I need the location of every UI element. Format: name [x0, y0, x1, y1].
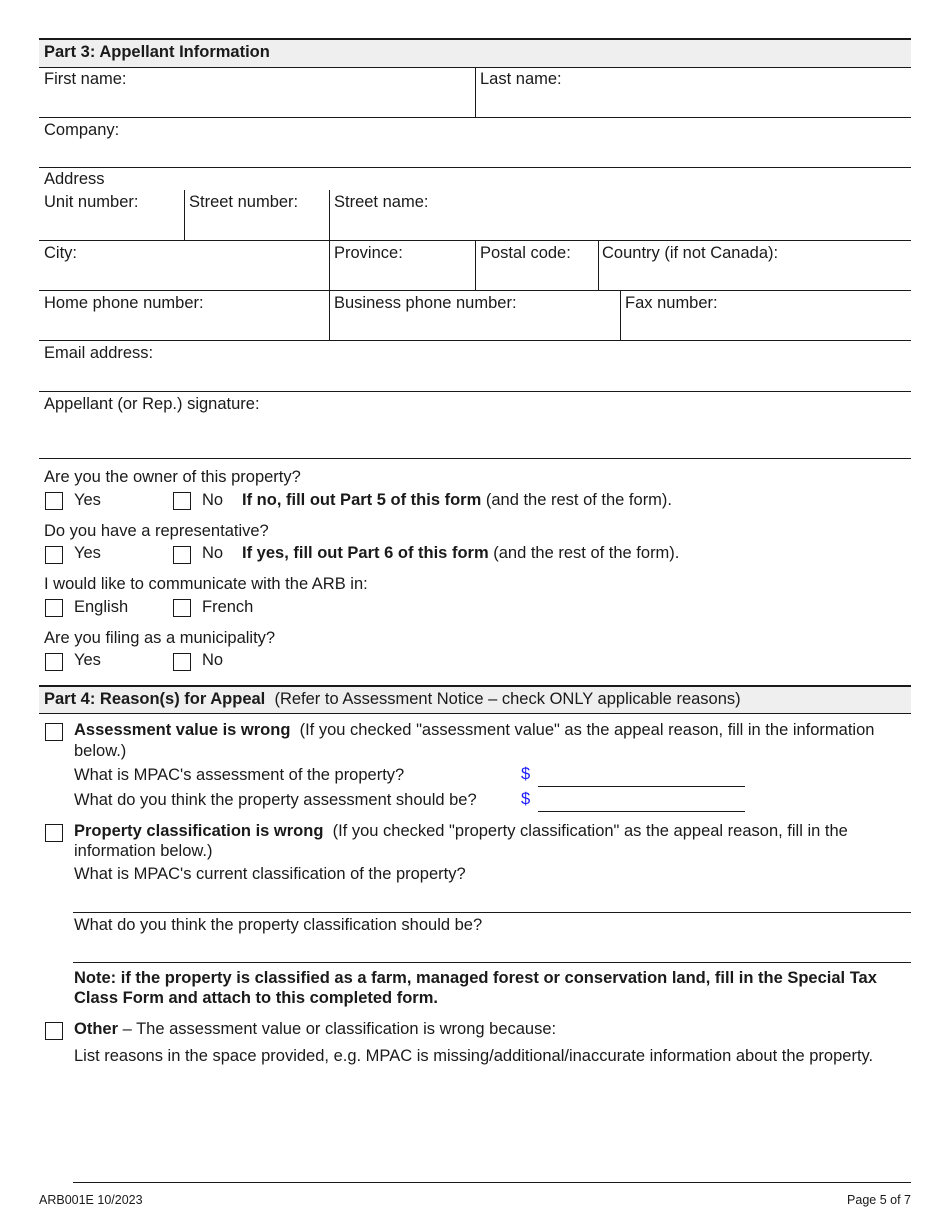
address-label: Address: [44, 170, 105, 188]
assessment-bold: Assessment value is wrong: [74, 721, 291, 739]
street-number-field[interactable]: [185, 190, 329, 240]
representative-no-label: No: [202, 544, 224, 562]
should-be-assessment-input[interactable]: [538, 791, 745, 812]
municipality-no-label: No: [202, 651, 224, 669]
part4-title: Part 4: Reason(s) for Appeal: [44, 690, 266, 708]
owner-note-rest: (and the rest of the form).: [485, 491, 673, 509]
representative-note: [242, 543, 679, 563]
should-be-assessment-question: What do you think the property assessment should be?: [74, 791, 477, 809]
french-checkbox[interactable]: [173, 599, 191, 617]
signature-field[interactable]: [40, 392, 911, 458]
owner-yes-checkbox[interactable]: [45, 492, 63, 510]
company-label: Company:: [44, 121, 120, 139]
classification-line2: information below.): [74, 842, 213, 860]
representative-note-rest: (and the rest of the form).: [493, 544, 680, 562]
other-reason-checkbox[interactable]: [45, 1022, 63, 1040]
fax-label: Fax number:: [625, 294, 718, 312]
assessment-line1: [74, 720, 874, 740]
assessment-line2: below.): [74, 742, 127, 760]
representative-question: Do you have a representative?: [44, 522, 269, 540]
country-label: Country (if not Canada):: [602, 244, 779, 262]
owner-question: Are you the owner of this property?: [44, 468, 301, 486]
classification-wrong-checkbox[interactable]: [45, 824, 63, 842]
other-instruction: List reasons in the space provided, e.g. MPAC is missing/additional/inaccurate information about the property.: [74, 1047, 874, 1065]
english-checkbox[interactable]: [45, 599, 63, 617]
representative-no-checkbox[interactable]: [173, 546, 191, 564]
representative-yes-label: Yes: [74, 544, 101, 562]
home-phone-field[interactable]: [40, 291, 329, 340]
company-field[interactable]: [40, 118, 911, 167]
divider: [39, 167, 911, 168]
first-name-field[interactable]: [40, 68, 475, 117]
country-field[interactable]: [599, 241, 911, 290]
other-rest: – The assessment value or classification is wrong because:: [122, 1020, 557, 1038]
classification-line1: [74, 821, 848, 841]
email-field[interactable]: [40, 341, 911, 391]
mpac-assessment-question: What is MPAC's assessment of the property?: [74, 766, 405, 784]
unit-number-field[interactable]: [40, 190, 184, 240]
postal-code-label: Postal code:: [480, 244, 571, 262]
french-label: French: [202, 598, 254, 616]
owner-note-bold: If no, fill out Part 5 of this form: [242, 491, 482, 509]
business-phone-label: Business phone number:: [334, 294, 517, 312]
other-bold: Other: [74, 1020, 119, 1038]
owner-note: [242, 490, 672, 510]
street-name-field[interactable]: [330, 190, 911, 240]
municipality-yes-label: Yes: [74, 651, 101, 669]
language-question: I would like to communicate with the ARB in:: [44, 575, 368, 593]
signature-label: Appellant (or Rep.) signature:: [44, 395, 260, 413]
classification-bold: Property classification is wrong: [74, 822, 324, 840]
currency-symbol: $: [521, 790, 531, 808]
municipality-yes-checkbox[interactable]: [45, 653, 63, 671]
classification-rest: (If you checked "property classification" as the appeal reason, fill in the: [332, 822, 848, 840]
other-line: [74, 1019, 556, 1039]
owner-yes-label: Yes: [74, 491, 101, 509]
divider: [39, 458, 911, 459]
email-label: Email address:: [44, 344, 154, 362]
street-name-label: Street name:: [334, 193, 429, 211]
owner-no-checkbox[interactable]: [173, 492, 191, 510]
fax-field[interactable]: [621, 291, 911, 340]
unit-number-label: Unit number:: [44, 193, 139, 211]
owner-no-label: No: [202, 491, 224, 509]
currency-symbol: $: [521, 765, 531, 783]
municipality-no-checkbox[interactable]: [173, 653, 191, 671]
mpac-classification-input[interactable]: [73, 885, 911, 913]
representative-yes-checkbox[interactable]: [45, 546, 63, 564]
form-id: ARB001E 10/2023: [39, 1193, 143, 1207]
page-number: Page 5 of 7: [847, 1193, 911, 1207]
part4-heading: [44, 689, 741, 709]
part3-title: Part 3: Appellant Information: [44, 43, 270, 61]
province-label: Province:: [334, 244, 403, 262]
postal-code-field[interactable]: [476, 241, 598, 290]
street-number-label: Street number:: [189, 193, 299, 211]
english-label: English: [74, 598, 129, 616]
special-tax-note-line1: Note: if the property is classified as a farm, managed forest or conservation land, fill in the Special Tax: [74, 969, 877, 987]
municipality-question: Are you filing as a municipality?: [44, 629, 276, 647]
home-phone-label: Home phone number:: [44, 294, 204, 312]
last-name-field[interactable]: [476, 68, 911, 117]
last-name-label: Last name:: [480, 70, 562, 88]
assessment-wrong-checkbox[interactable]: [45, 723, 63, 741]
mpac-assessment-input[interactable]: [538, 766, 745, 787]
business-phone-field[interactable]: [330, 291, 620, 340]
assessment-rest: (If you checked "assessment value" as the appeal reason, fill in the information: [299, 721, 875, 739]
city-label: City:: [44, 244, 77, 262]
mpac-classification-question: What is MPAC's current classification of the property?: [74, 865, 466, 883]
representative-note-bold: If yes, fill out Part 6 of this form: [242, 544, 489, 562]
should-be-classification-question: What do you think the property classification should be?: [74, 916, 483, 934]
part4-subtitle: (Refer to Assessment Notice – check ONLY applicable reasons): [274, 690, 741, 708]
city-field[interactable]: [40, 241, 329, 290]
should-be-classification-input[interactable]: [73, 936, 911, 963]
first-name-label: First name:: [44, 70, 127, 88]
province-field[interactable]: [330, 241, 475, 290]
special-tax-note-line2: Class Form and attach to this completed form.: [74, 989, 438, 1007]
other-reasons-textarea[interactable]: [73, 1068, 911, 1183]
